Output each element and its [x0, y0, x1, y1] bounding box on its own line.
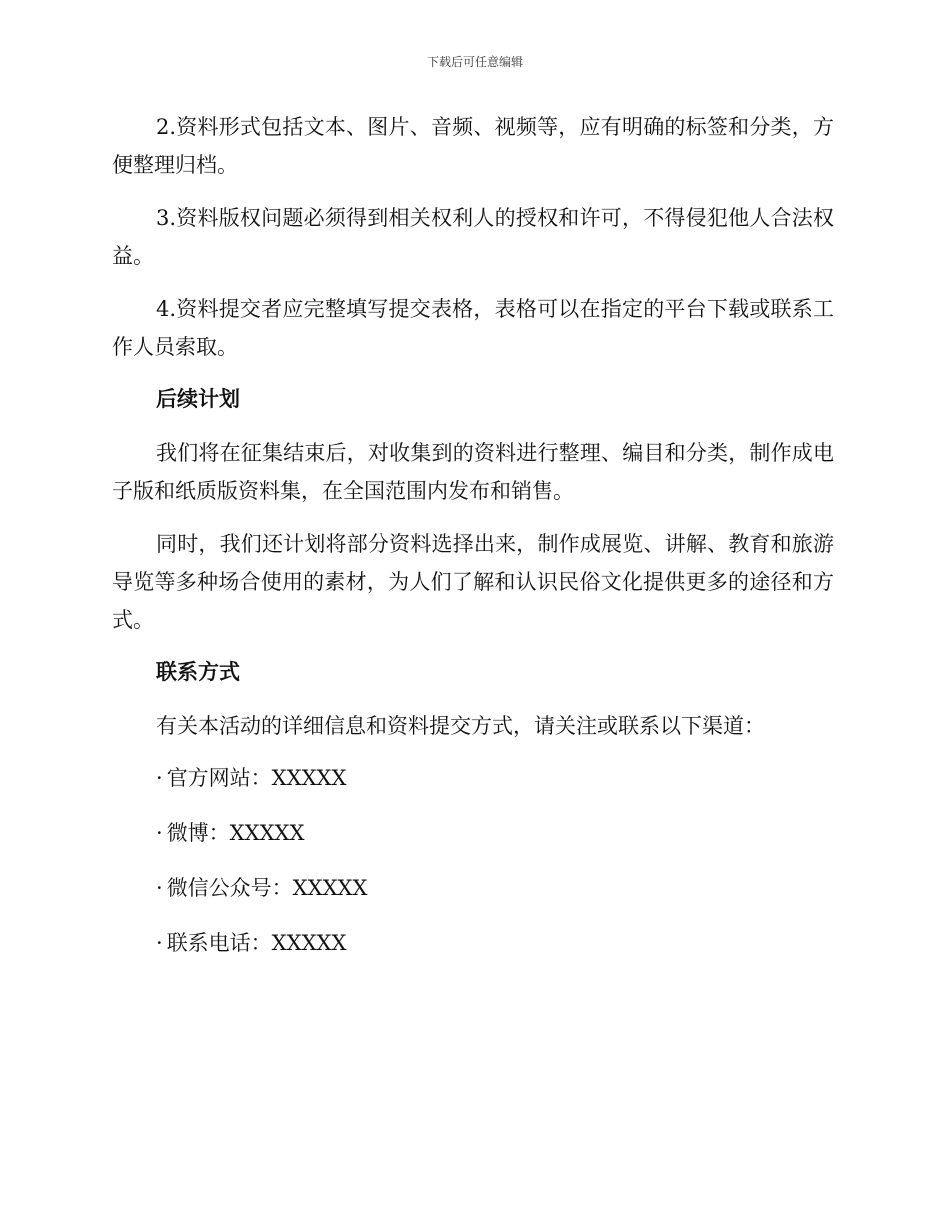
followup-paragraph-1: 我们将在征集结束后，对收集到的资料进行整理、编目和分类，制作成电子版和纸质版资料集，在全国范围内发布和销售。: [112, 441, 834, 503]
bullet-icon: ·: [156, 766, 163, 790]
contact-list: [112, 760, 834, 961]
document-body: [112, 108, 834, 980]
contact-item-weibo: [156, 815, 834, 851]
followup-paragraph-2: 同时，我们还计划将部分资料选择出来，制作成展览、讲解、教育和旅游导览等多种场合使用的素材，为人们了解和认识民俗文化提供更多的途径和方式。: [112, 532, 834, 632]
bullet-icon: ·: [156, 931, 163, 955]
contact-intro: 有关本活动的详细信息和资料提交方式，请关注或联系以下渠道：: [156, 714, 765, 738]
followup-heading: 后续计划: [156, 387, 240, 411]
contact-item-text: 联系电话：XXXXX: [166, 931, 347, 955]
contact-item-text: 官方网站：XXXXX: [166, 766, 347, 790]
contact-item-text: 微信公众号：XXXXX: [166, 876, 368, 900]
contact-item-phone: [156, 925, 834, 961]
bullet-icon: ·: [156, 821, 163, 845]
contact-item-text: 微博：XXXXX: [166, 821, 305, 845]
contact-item-wechat: [156, 870, 834, 906]
requirement-item-3: 3.资料版权问题必须得到相关权利人的授权和许可，不得侵犯他人合法权益。: [112, 206, 834, 268]
requirement-item-2: 2.资料形式包括文本、图片、音频、视频等，应有明确的标签和分类，方便整理归档。: [112, 115, 834, 177]
contact-heading: 联系方式: [156, 660, 240, 684]
requirement-item-4: 4.资料提交者应完整填写提交表格，表格可以在指定的平台下载或联系工作人员索取。: [112, 297, 834, 359]
page-header: 下载后可任意编辑: [426, 55, 523, 69]
bullet-icon: ·: [156, 876, 163, 900]
contact-item-website: [156, 760, 834, 796]
